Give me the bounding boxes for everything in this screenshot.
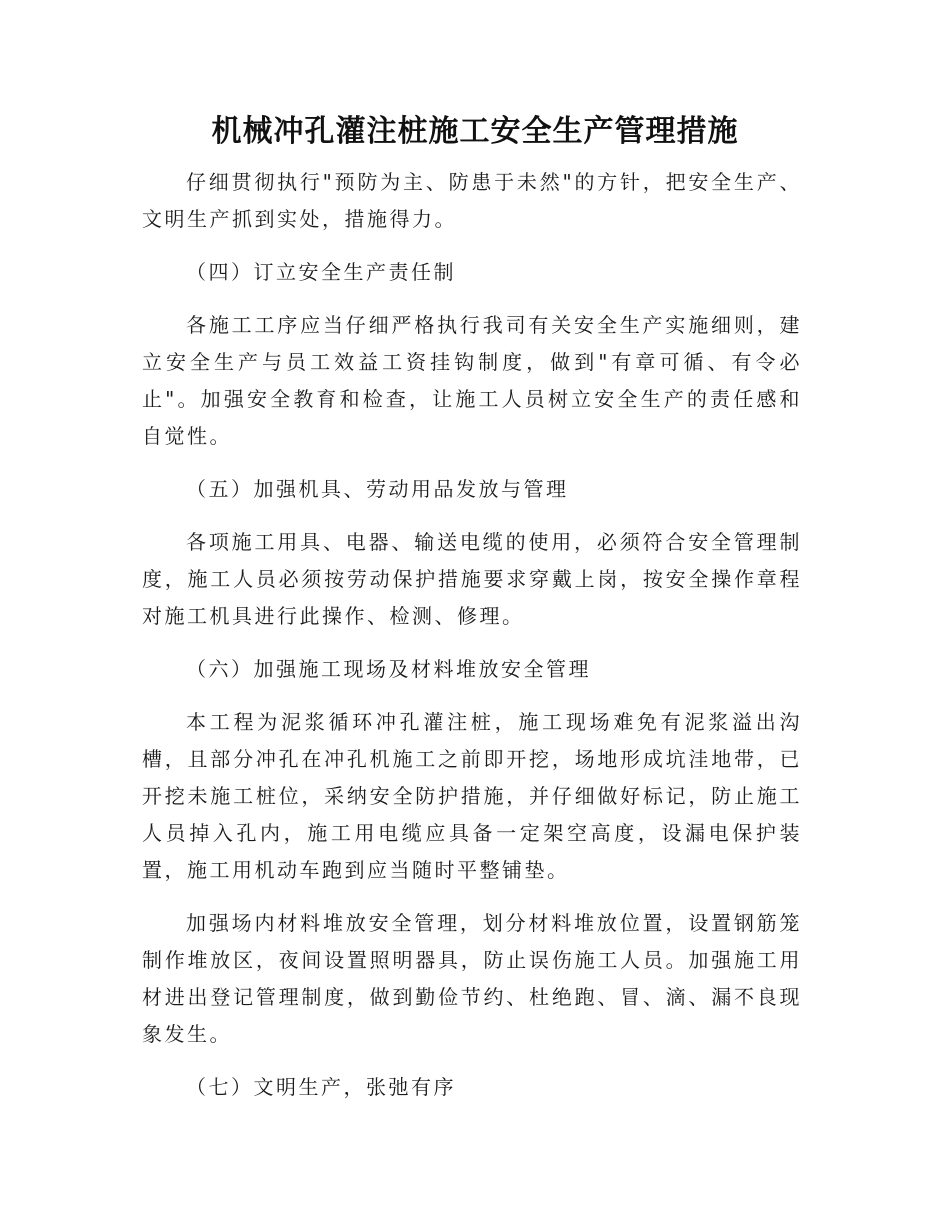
- document-title: 机械冲孔灌注桩施工安全生产管理措施: [211, 114, 739, 149]
- section-heading: （六）加强施工现场及材料堆放安全管理: [186, 657, 591, 681]
- section-heading: （五）加强机具、劳动用品发放与管理: [186, 477, 569, 501]
- section-heading: （七）文明生产，张弛有序: [186, 1075, 456, 1099]
- paragraph: 本工程为泥浆循环冲孔灌注桩，施工现场难免有泥浆溢出沟槽，且部分冲孔在冲孔机施工之前即开挖，场地形成坑洼地带，已开挖未施工桩位，采纳安全防护措施，并仔细做好标记，防止施工人员掉入孔内，施工用电缆应具备一定架空高度，设漏电保护装置，施工用机动车跑到应当随时平整铺垫。: [142, 710, 802, 882]
- document-body: [142, 164, 802, 1122]
- paragraph: 各项施工用具、电器、输送电缆的使用，必须符合安全管理制度，施工人员必须按劳动保护措施要求穿戴上岗，按安全操作章程对施工机具进行此操作、检测、修理。: [142, 530, 802, 628]
- section-heading: （四）订立安全生产责任制: [186, 260, 456, 284]
- paragraph: 加强场内材料堆放安全管理，划分材料堆放位置，设置钢筋笼制作堆放区，夜间设置照明器具，防止误伤施工人员。加强施工用材进出登记管理制度，做到勤俭节约、杜绝跑、冒、滴、漏不良现象发生。: [142, 911, 802, 1046]
- paragraph: 各施工工序应当仔细严格执行我司有关安全生产实施细则，建立安全生产与员工效益工资挂钩制度，做到"有章可循、有令必止"。加强安全教育和检查，让施工人员树立安全生产的责任感和自觉性。: [142, 313, 802, 448]
- paragraph: 仔细贯彻执行"预防为主、防患于未然"的方针，把安全生产、文明生产抓到实处，措施得力。: [142, 170, 802, 231]
